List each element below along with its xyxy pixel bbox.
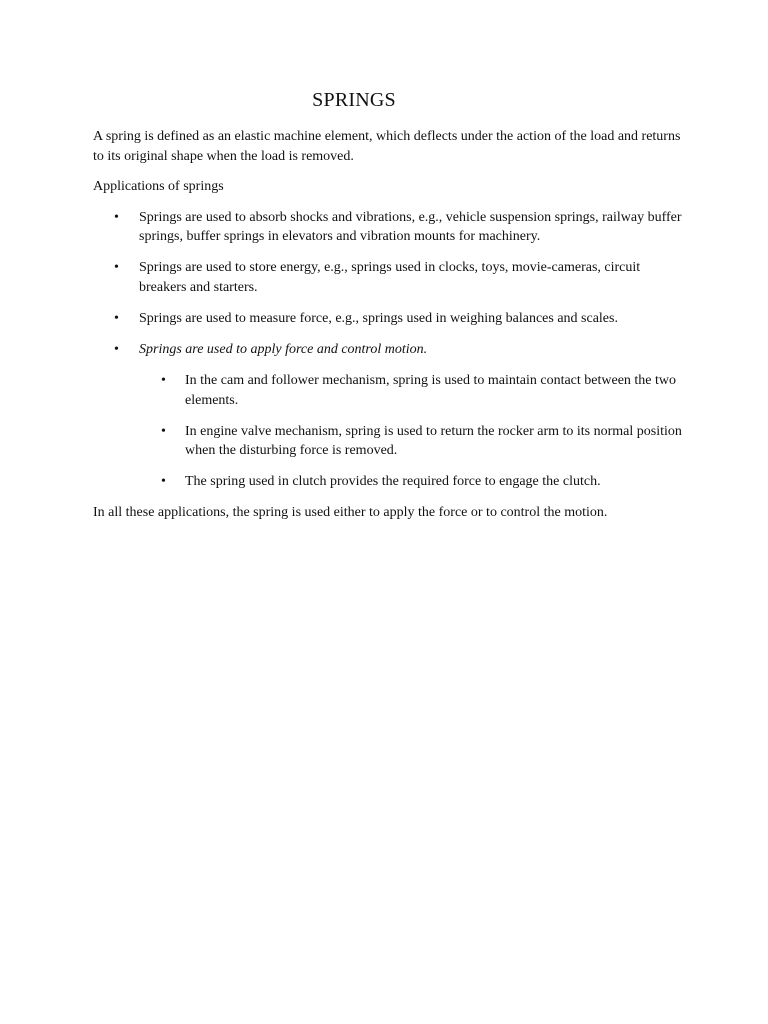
- sublist-item: [139, 472, 683, 492]
- list-item: [93, 309, 683, 329]
- applications-heading: Applications of springs: [93, 179, 224, 194]
- list-item: [93, 258, 683, 297]
- list-item: [93, 208, 683, 247]
- list-item-text: Springs are used to store energy, e.g., springs used in clocks, toys, movie-cameras, circuit breakers and starters.: [139, 260, 641, 295]
- force-motion-sublist: [139, 371, 683, 492]
- sublist-item-text: The spring used in clutch provides the required force to engage the clutch.: [185, 474, 601, 489]
- applications-list: [93, 208, 683, 492]
- sublist-item-text: In the cam and follower mechanism, spring is used to maintain contact between the two elements.: [185, 373, 677, 408]
- list-item-text: Springs are used to absorb shocks and vibrations, e.g., vehicle suspension springs, railway buffer springs, buffer springs in elevators and vibration mounts for machinery.: [139, 209, 682, 244]
- sublist-item-text: In engine valve mechanism, spring is used to return the rocker arm to its normal position when the disturbing force is removed.: [185, 423, 682, 458]
- list-item: [93, 340, 683, 492]
- sublist-item: [139, 422, 683, 461]
- sublist-item: [139, 371, 683, 410]
- conclusion-paragraph: In all these applications, the spring is used either to apply the force or to control the motion.: [93, 505, 608, 520]
- document-body: [93, 127, 683, 523]
- list-item-text: Springs are used to measure force, e.g., springs used in weighing balances and scales.: [139, 310, 618, 326]
- page-title: SPRINGS: [312, 89, 396, 111]
- list-item-text-italic: Springs are used to apply force and control motion.: [139, 341, 428, 357]
- intro-paragraph: A spring is defined as an elastic machine element, which deflects under the action of the load and returns to its original shape when the load is removed.: [93, 129, 681, 164]
